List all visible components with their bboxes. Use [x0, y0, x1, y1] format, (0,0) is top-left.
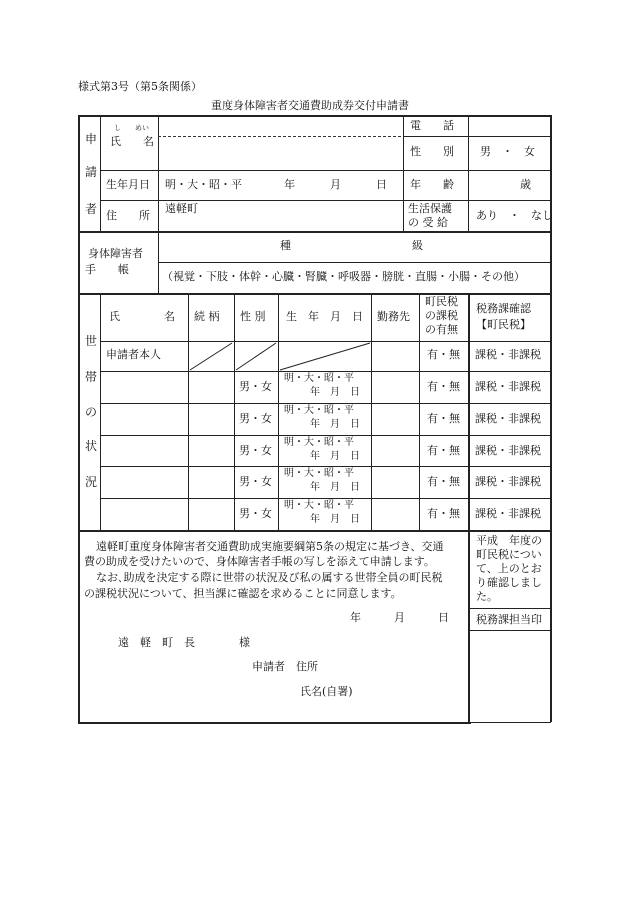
table-row-birth-date: 年 月 日	[310, 514, 360, 525]
birth-month-unit: 月	[330, 178, 341, 191]
tax-note-line-1: 平成 年度の	[476, 534, 542, 547]
tax-note-line-3: て、上のとお	[476, 562, 542, 575]
birth-day-unit: 日	[376, 178, 387, 191]
table-row-confirm[interactable]: 課税・非課税	[475, 412, 541, 425]
applicant-name-field[interactable]	[160, 138, 400, 168]
table-row-tax[interactable]: 有・無	[427, 380, 460, 393]
phone-field[interactable]	[470, 117, 549, 135]
table-row-confirm[interactable]: 課税・非課税	[475, 380, 541, 393]
statement-line-2: 費の助成を受けたいので、身体障害者手帳の写しを添えて申請します。	[84, 555, 435, 568]
tax-stamp-box[interactable]	[471, 632, 549, 720]
table-row-confirm[interactable]: 課税・非課税	[475, 444, 541, 457]
applicant-label-1: 申	[85, 132, 98, 146]
table-row-confirm[interactable]: 課税・非課税	[475, 507, 541, 520]
statement-line-4: の課税状況について、担当課に確認を求めることに同意します。	[84, 587, 402, 600]
table-row-gender[interactable]: 男・女	[239, 412, 272, 425]
household-label-2: 帯	[85, 370, 98, 384]
col-header-birth: 生 年 月 日	[286, 310, 363, 323]
col-header-confirm-1: 税務課確認	[476, 302, 531, 315]
table-row-tax[interactable]: 有・無	[427, 475, 460, 488]
col-header-gender: 性 別	[240, 310, 266, 323]
address-value[interactable]: 遠軽町	[165, 202, 198, 215]
table-row-confirm[interactable]: 課税・非課税	[475, 475, 541, 488]
household-label-3: の	[85, 405, 98, 419]
table-row-birth-era[interactable]: 明・大・昭・平	[284, 437, 354, 448]
table-row-birth-era[interactable]: 明・大・昭・平	[284, 500, 354, 511]
tax-stamp-label: 税務課担当印	[476, 613, 542, 626]
table-row-birth-date: 年 月 日	[310, 451, 360, 462]
form-number: 様式第3号（第5条関係）	[78, 80, 202, 93]
self-row-strikes	[188, 341, 372, 372]
table-row-gender[interactable]: 男・女	[239, 475, 272, 488]
household-label-4: 状	[85, 439, 98, 453]
handbook-categories[interactable]: （視覚・下肢・体幹・心臓・腎臓・呼吸器・膀胱・直腸・小腸・その他）	[162, 270, 525, 283]
birth-year-unit: 年	[284, 178, 295, 191]
statement-addressee: 遠 軽 町 長 様	[118, 636, 250, 649]
gender-options[interactable]: 男 ・ 女	[480, 145, 535, 158]
statement-line-3: なお､助成を決定する際に世帯の状況及び私の属する世帯全員の町民税	[96, 571, 443, 584]
table-row-birth-era[interactable]: 明・大・昭・平	[284, 405, 354, 416]
col-header-confirm-2: 【町民税】	[476, 318, 531, 331]
col-header-name: 氏 名	[109, 310, 175, 323]
table-row-gender[interactable]: 男・女	[239, 380, 272, 393]
table-row-gender[interactable]: 男・女	[239, 507, 272, 520]
col-header-tax-3: の有無	[425, 323, 458, 336]
table-row-birth-date: 年 月 日	[310, 387, 360, 398]
table-row-birth-era[interactable]: 明・大・昭・平	[284, 373, 354, 384]
birth-era[interactable]: 明・大・昭・平	[165, 178, 242, 191]
table-row-gender[interactable]: 男・女	[239, 444, 272, 457]
table-row-confirm[interactable]: 課税・非課税	[475, 348, 541, 361]
applicant-address-line[interactable]: 申請者 住所	[252, 660, 318, 673]
col-header-relation: 続 柄	[194, 310, 220, 323]
table-row-birth-date: 年 月 日	[310, 419, 360, 430]
table-row-tax[interactable]: 有・無	[427, 348, 460, 361]
table-row-birth-date: 年 月 日	[310, 482, 360, 493]
col-header-tax-1: 町民税	[425, 295, 458, 308]
household-label-5: 況	[85, 475, 98, 489]
table-row-name: 申請者本人	[106, 348, 161, 361]
handbook-type-label: 種 級	[280, 239, 423, 252]
applicant-signature-line[interactable]: 氏名(自署)	[300, 685, 353, 698]
handbook-label-1: 身体障害者	[88, 247, 143, 260]
statement-line-1: 遠軽町重度身体障害者交通費助成実施要綱第5条の規定に基づき、交通	[96, 540, 444, 553]
col-header-work: 勤務先	[377, 310, 410, 323]
household-label-1: 世	[85, 334, 98, 348]
welfare-label-2: の 受 給	[408, 216, 448, 229]
applicant-label-3: 者	[85, 202, 98, 216]
tax-note-line-2: 町民税につい	[476, 548, 542, 561]
handbook-label-2: 手 帳	[85, 263, 129, 276]
table-row-tax[interactable]: 有・無	[427, 507, 460, 520]
frame-bottom	[78, 722, 471, 724]
col-header-tax-2: の課税	[425, 309, 458, 322]
form-title: 重度身体障害者交通費助成券交付申請書	[211, 99, 409, 112]
welfare-options[interactable]: あり ・ なし	[476, 209, 553, 222]
table-row-birth-era[interactable]: 明・大・昭・平	[284, 468, 354, 479]
birth-label: 生年月日	[106, 178, 150, 191]
gender-label: 性 別	[410, 145, 454, 158]
phone-label: 電 話	[410, 119, 454, 132]
table-row-tax[interactable]: 有・無	[427, 444, 460, 457]
tax-note-line-5: た。	[476, 590, 498, 603]
tax-note-line-4: り確認しまし	[476, 576, 542, 589]
frame-left	[78, 115, 80, 723]
welfare-label-1: 生活保護	[408, 202, 452, 215]
name-furigana: し めい	[114, 124, 149, 132]
table-row-tax[interactable]: 有・無	[427, 412, 460, 425]
age-unit: 歳	[520, 178, 531, 191]
age-label: 年 齢	[410, 178, 454, 191]
applicant-label-2: 請	[85, 165, 98, 179]
address-label: 住 所	[106, 209, 150, 222]
name-label: 氏 名	[110, 135, 154, 148]
statement-date[interactable]: 年 月 日	[350, 611, 449, 624]
